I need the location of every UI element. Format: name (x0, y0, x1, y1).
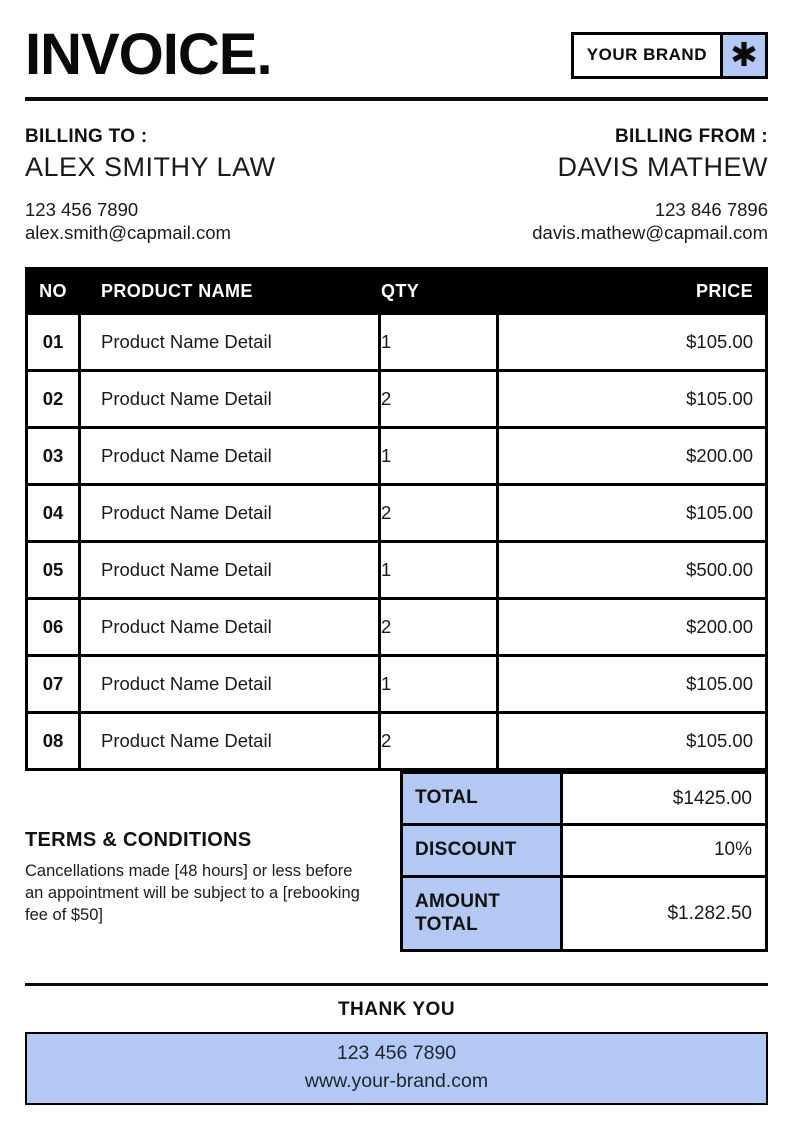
totals-row (402, 824, 767, 876)
billing-to-label: BILLING TO : (25, 126, 148, 147)
brand-badge (571, 32, 768, 79)
billing-from-name: DAVIS MATHEW (557, 152, 768, 182)
billing-to-phone: 123 456 7890 (25, 199, 139, 220)
table-row (27, 371, 767, 428)
product-name-cell: Product Name Detail (80, 656, 380, 713)
column-header-product: PRODUCT NAME (80, 269, 380, 314)
billing-from-label: BILLING FROM : (614, 126, 768, 147)
totals-label-cell: TOTAL (402, 773, 562, 825)
brand-name: YOUR BRAND (586, 45, 707, 64)
terms-block (25, 829, 377, 927)
column-header-price: PRICE (498, 269, 767, 314)
quantity-cell: 1 (380, 542, 498, 599)
totals-value-cell: 10% (562, 824, 767, 876)
product-name-cell: Product Name Detail (80, 428, 380, 485)
row-number-cell: 06 (27, 599, 80, 656)
billing-to-contact (25, 199, 276, 244)
product-name-cell: Product Name Detail (80, 371, 380, 428)
price-cell: $105.00 (498, 656, 767, 713)
quantity-cell: 1 (380, 428, 498, 485)
price-cell: $105.00 (498, 485, 767, 542)
product-name-cell: Product Name Detail (80, 713, 380, 770)
asterisk-icon: ✱ (730, 34, 758, 74)
totals-value-cell: $1.282.50 (562, 876, 767, 951)
bottom-section (25, 771, 768, 952)
brand-icon-box (720, 35, 765, 76)
header (25, 22, 768, 87)
row-number-cell: 08 (27, 713, 80, 770)
quantity-cell: 2 (380, 599, 498, 656)
totals-row (402, 773, 767, 825)
table-row (27, 542, 767, 599)
table-row (27, 314, 767, 371)
price-cell: $105.00 (498, 713, 767, 770)
table-row (27, 428, 767, 485)
quantity-cell: 1 (380, 656, 498, 713)
page-title: INVOICE. (25, 22, 272, 87)
footer-contact-box (25, 1032, 768, 1104)
billing-to-block (25, 126, 276, 244)
terms-heading: TERMS & CONDITIONS (25, 829, 252, 852)
table-row (27, 713, 767, 770)
footer-phone: 123 456 7890 (336, 1042, 457, 1065)
totals-label-cell: DISCOUNT (402, 824, 562, 876)
table-row (27, 599, 767, 656)
totals-row (402, 876, 767, 951)
items-table (25, 267, 768, 771)
billing-section (25, 126, 768, 244)
footer-website: www.your-brand.com (304, 1070, 489, 1092)
billing-from-contact (532, 199, 768, 244)
items-table-header-row (27, 269, 767, 314)
price-cell: $200.00 (498, 599, 767, 656)
billing-from-email: davis.mathew@capmail.com (532, 221, 768, 243)
table-row (27, 485, 767, 542)
totals-table (400, 771, 768, 952)
quantity-cell: 1 (380, 314, 498, 371)
product-name-cell: Product Name Detail (80, 542, 380, 599)
column-header-no: NO (27, 269, 80, 314)
price-cell: $105.00 (498, 371, 767, 428)
price-cell: $200.00 (498, 428, 767, 485)
row-number-cell: 04 (27, 485, 80, 542)
billing-from-block (532, 126, 768, 244)
row-number-cell: 01 (27, 314, 80, 371)
product-name-cell: Product Name Detail (80, 599, 380, 656)
product-name-cell: Product Name Detail (80, 485, 380, 542)
header-divider (25, 97, 768, 101)
row-number-cell: 07 (27, 656, 80, 713)
product-name-cell: Product Name Detail (80, 314, 380, 371)
column-header-qty: QTY (380, 269, 498, 314)
quantity-cell: 2 (380, 371, 498, 428)
quantity-cell: 2 (380, 713, 498, 770)
totals-value-cell: $1425.00 (562, 773, 767, 825)
billing-from-phone: 123 846 7896 (654, 199, 768, 220)
billing-to-name: ALEX SMITHY LAW (25, 152, 276, 182)
price-cell: $105.00 (498, 314, 767, 371)
row-number-cell: 05 (27, 542, 80, 599)
price-cell: $500.00 (498, 542, 767, 599)
row-number-cell: 03 (27, 428, 80, 485)
quantity-cell: 2 (380, 485, 498, 542)
thank-you-text: THANK YOU (337, 999, 456, 1021)
billing-to-email: alex.smith@capmail.com (25, 221, 231, 243)
totals-label-cell: AMOUNT TOTAL (402, 876, 562, 951)
footer-divider (25, 983, 768, 986)
table-row (27, 656, 767, 713)
row-number-cell: 02 (27, 371, 80, 428)
terms-body: Cancellations made [48 hours] or less before an appointment will be subject to a [rebooking fee of $50] (25, 862, 360, 924)
